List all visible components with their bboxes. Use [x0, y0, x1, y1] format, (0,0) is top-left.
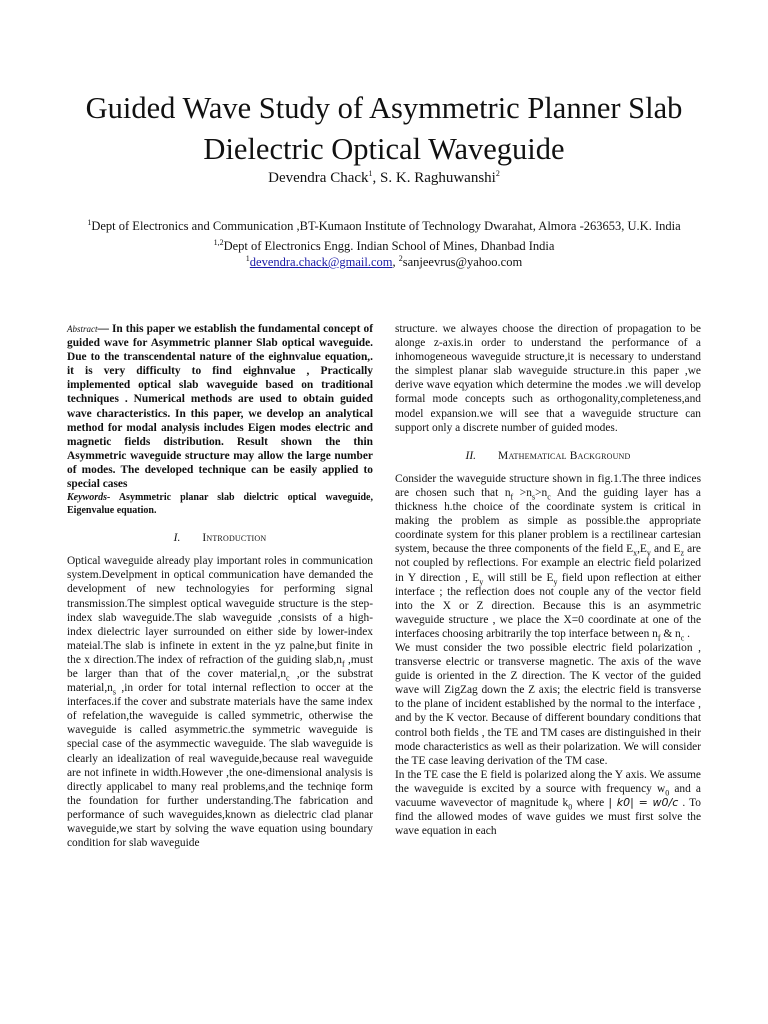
- background-paragraph-1: [395, 472, 701, 641]
- abstract-dash: —: [97, 323, 112, 335]
- bg-sub-2: s: [531, 492, 536, 502]
- bg-sub-6: z: [680, 548, 685, 558]
- affiliation-1-text: Dept of Electronics and Communication ,BT-Kumaon Institute of Technology Dwarahat, Almora -263653, U.K. India: [91, 219, 681, 233]
- section-2-number: II.: [465, 449, 477, 462]
- bg-sub-3: c: [547, 492, 551, 502]
- keywords-text: Asymmetric planar slab dielctric optical waveguide, Eigenvalue equation.: [67, 492, 373, 517]
- bg-text-g: are not coupled by reflections. For example an electric field polarized in Y direction , E: [395, 543, 701, 584]
- bg-sub-9: f: [657, 633, 661, 643]
- bg-sub-1: f: [510, 492, 514, 502]
- email-separator: ,: [392, 255, 399, 269]
- keywords-label: Keywords-: [67, 492, 111, 504]
- bg3-text-d: . To find the allowed modes of wave guides we must first solve the wave equation in each: [395, 797, 701, 838]
- paper-title: [0, 88, 768, 170]
- affiliation-2-text: Dept of Electronics Engg. Indian School of Mines, Dhanbad India: [223, 239, 555, 253]
- affiliation-2-sup: 1,2: [213, 237, 224, 247]
- email-line: [0, 255, 768, 270]
- bg-sub-8: y: [553, 576, 558, 586]
- bg3-text-c: where: [572, 797, 605, 809]
- bg-sub-10: c: [680, 633, 685, 643]
- author-2: , S. K. Raghuwanshi: [372, 170, 496, 186]
- intro-text-d: ,in order for total internal reflection to occer at the interfaces.if the cover and substrate materials have the same index of refelation,the waveguide is called symmetric, otherwise the waveguide is called asymmetric.the symmetric waveguide is special case of the asymmectic waveguide. The slab waveguide is clearly an idealization of real waveguide,because real waveguide are not infinete in width.However ,the one-dimensional analysis is directly applicabel to many real problems,and the techniqe form the foundation for further understanding.The fabrication and performance of such waveguides,known as dielectric clad planar waveguide,we start by solving the wave equation using boundary condition for slab waveguide: [67, 682, 373, 850]
- intro-text-b: ,must be larger than that of the cover material,n: [67, 653, 373, 680]
- bg-text-c: >n: [535, 486, 548, 499]
- bg-text-i: field upon reflection at either interface ; the reflection does not couple any of the vector field into the X or Z direction. Because this is an asymmetric waveguide structure , we place the X=0 coordinate at one of the interfaces choosing arbitrarily the top interface between n: [395, 571, 701, 640]
- background-paragraph-2: We must consider the two possible electric field polarization , transverse electric or transverse magnetic. The axis of the wave guide is oriented in the Z direction. The K vector of the guided wave will ZigZag down the Z axis; the electric field is transverse to the plane of incident established by the normal to the interface , and by the K vector. Because of different boundary conditions that control both fields , the TE and TM cases are distinguished in their mode characteristics as well as their polarization. We will consider the TE case leaving derivation of the TM case.: [395, 641, 701, 767]
- author-1-sup: 1: [368, 169, 373, 178]
- bg-text-h: will still be E: [483, 571, 554, 584]
- intro-sub-c: c: [286, 673, 290, 683]
- bg-text-f: and E: [650, 543, 681, 556]
- abstract-text: In this paper we establish the fundamental concept of guided wave for Asymmetric planner Slab optical waveguide. Due to the transcendental nature of the eighnvalue equation,. it is very difficulty to find eighnvalue , Practically implemented optical slab waveguide based on traditional techniques . Numerical methods are used to obtain guided wave characteristics. In this paper, we develop an analytical method for modal analysis includes Eigen modes electric and magnetic fields distribution. Result shown the thin Asymmetric waveguide structure may allow the large number of modes. The developed technique can be easily applied to special cases: [67, 323, 373, 491]
- bg-text-d: And the guiding layer has a thickness h.the choice of the coordinate system is critical in making the problem as simple as possible.the appropriate coordinate system for this planer problem is a rectilinear cartesian system, because the three components of the field E: [395, 486, 701, 556]
- wavevector-equation: | k0| = w0/c: [608, 796, 679, 809]
- bg-text-a: Consider the waveguide structure shown in fig.1.The three indices are chosen such that n: [395, 472, 701, 499]
- author-1: Devendra Chack: [268, 170, 369, 186]
- bg-sub-7: y: [479, 576, 484, 586]
- bg-text-k: .: [684, 627, 691, 640]
- email-2-sup: 2: [398, 253, 403, 263]
- section-2-heading: [395, 449, 701, 463]
- affiliation-1: [0, 219, 768, 234]
- section-1-number: I.: [173, 532, 181, 545]
- bg-text-e: ,E: [637, 543, 647, 556]
- author-2-sup: 2: [495, 169, 500, 178]
- intro-sub-s: s: [112, 687, 116, 697]
- author-line: [0, 170, 768, 187]
- section-2-title: Mathematical Background: [498, 449, 631, 462]
- affiliation-1-sup: 1: [87, 217, 92, 227]
- background-paragraph-3: [395, 768, 701, 838]
- bg3-text-b: and a vacuume wavevector of magnitude k: [395, 782, 701, 809]
- intro-continuation: structure. we alwayes choose the direction of propagation to be alonge z-axis.in order to understand the performance of a inhomogeneous waveguide structure,it is necessary to understand the simplest planar slab waveguide structure.in this paper ,we derive wave eqyation which determine the modes .we will develop formal mode concepts such as orthogonality,completeness,and model expansion.we will see that a waveguide structure can support only a discrete number of guided modes.: [395, 323, 701, 434]
- intro-sub-f: f: [341, 659, 345, 669]
- bg3-sub-1: 0: [665, 788, 670, 798]
- bg3-sub-2: 0: [568, 802, 573, 812]
- keywords: [67, 491, 373, 517]
- section-1-heading: [67, 531, 373, 545]
- introduction-paragraph: [67, 554, 373, 850]
- affiliation-2: [0, 239, 768, 254]
- title-line-1: Guided Wave Study of Asymmetric Planner Slab: [85, 91, 683, 125]
- email-1-sup: 1: [245, 253, 250, 263]
- intro-text-a: Optical waveguide already play important roles in communication system.Develpment in optical communication have demanded the development of new technologyies for performing signal transmission.The simplest optical waveguide structure is the step-index slab waveguide.The slab waveguide ,consists of a high-index dielectric layer surrounded on either side by lower-index mateial.The slab is infinete in extent in the yz palne,but finite in the x direction.The index of refraction of the guiding slab,n: [67, 555, 373, 666]
- email-1-link[interactable]: devendra.chack@gmail.com: [249, 255, 393, 269]
- abstract-label: Abstract: [67, 324, 98, 334]
- bg-text-b: >n: [513, 486, 532, 499]
- email-2-text: sanjeevrus@yahoo.com: [402, 255, 523, 269]
- abstract: [67, 322, 373, 491]
- title-line-2: Dielectric Optical Waveguide: [203, 132, 565, 166]
- bg-text-j: & n: [660, 627, 681, 640]
- right-column: [395, 322, 701, 838]
- bg-sub-4: x: [633, 548, 638, 558]
- section-1-title: Introduction: [202, 532, 267, 545]
- left-column: [67, 322, 373, 850]
- bg-sub-5: y: [646, 548, 651, 558]
- intro-text-c: ,or the substrat material,n: [67, 667, 373, 695]
- bg3-text-a: In the TE case the E field is polarized along the Y axis. We assume the waveguide is excited by a source with frequency w: [395, 768, 701, 795]
